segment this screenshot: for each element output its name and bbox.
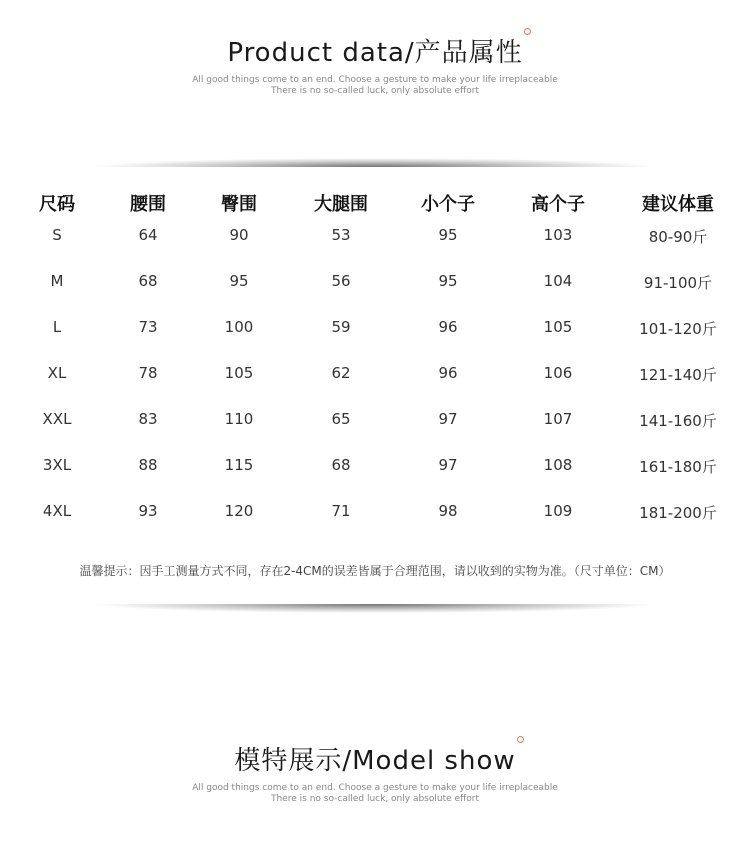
cell-waist: 73	[138, 318, 158, 336]
cell-tall: 105	[543, 318, 573, 336]
cell-petite: 96	[438, 318, 458, 336]
cell-hip: 110	[224, 410, 254, 428]
table-body	[0, 226, 750, 548]
cell-waist: 88	[138, 456, 158, 474]
cell-waist: 93	[138, 502, 158, 520]
divider-shadow-top	[0, 155, 750, 167]
header-hip: 臀围	[221, 194, 257, 215]
header-petite: 小个子	[421, 194, 475, 215]
cell-hip: 95	[229, 272, 249, 290]
cell-hip: 115	[224, 456, 254, 474]
cell-petite: 96	[438, 364, 458, 382]
cell-size: 4XL	[42, 502, 72, 520]
table-row	[0, 226, 750, 272]
cell-thigh: 71	[331, 502, 351, 520]
header-thigh: 大腿围	[314, 194, 368, 215]
table-header-row	[0, 180, 750, 226]
cell-weight: 101-120斤	[639, 320, 717, 338]
cell-size: XL	[47, 364, 67, 382]
cell-petite: 95	[438, 226, 458, 244]
cell-thigh: 65	[331, 410, 351, 428]
table-row	[0, 410, 750, 456]
cell-tall: 108	[543, 456, 573, 474]
cell-thigh: 62	[331, 364, 351, 382]
cell-hip: 120	[224, 502, 254, 520]
table-row	[0, 364, 750, 410]
cell-thigh: 53	[331, 226, 351, 244]
cell-tall: 107	[543, 410, 573, 428]
header-waist: 腰围	[130, 194, 166, 215]
cell-hip: 90	[229, 226, 249, 244]
section-title	[234, 740, 515, 777]
header-weight: 建议体重	[642, 194, 714, 215]
cell-waist: 83	[138, 410, 158, 428]
cell-waist: 64	[138, 226, 158, 244]
cell-tall: 106	[543, 364, 573, 382]
cell-thigh: 59	[331, 318, 351, 336]
cell-petite: 97	[438, 410, 458, 428]
cell-weight: 141-160斤	[639, 412, 717, 430]
cell-tall: 104	[543, 272, 573, 290]
subtitle-line-1: All good things come to an end. Choose a gesture to make your life irreplaceable	[192, 783, 558, 793]
cell-petite: 95	[438, 272, 458, 290]
cell-petite: 97	[438, 456, 458, 474]
model-show-header	[0, 740, 750, 805]
product-data-header	[0, 32, 750, 97]
subtitle-line-2: There is no so-called luck, only absolute effort	[271, 86, 479, 96]
size-table	[0, 180, 750, 548]
section-title-text: Product data/产品属性	[227, 38, 523, 68]
cell-size: XXL	[42, 410, 72, 428]
section-subtitle	[0, 783, 750, 805]
cell-hip: 100	[224, 318, 254, 336]
cell-size: 3XL	[42, 456, 72, 474]
section-title-text: 模特展示/Model show	[234, 746, 516, 776]
divider-shadow-bottom	[0, 604, 750, 616]
table-row	[0, 502, 750, 548]
cell-hip: 105	[224, 364, 254, 382]
section-title	[227, 32, 522, 69]
header-tall: 高个子	[531, 194, 585, 215]
table-row	[0, 456, 750, 502]
cell-weight: 91-100斤	[643, 274, 713, 292]
table-row	[0, 318, 750, 364]
header-size: 尺码	[39, 194, 75, 215]
decorative-dot-icon	[517, 736, 524, 743]
cell-weight: 121-140斤	[639, 366, 717, 384]
cell-size: S	[52, 226, 62, 244]
decorative-dot-icon	[524, 28, 531, 35]
cell-thigh: 68	[331, 456, 351, 474]
cell-waist: 78	[138, 364, 158, 382]
table-row	[0, 272, 750, 318]
measurement-note: 温馨提示：因手工测量方式不同，存在2-4CM的误差皆属于合理范围，请以收到的实物为准。（尺寸单位：CM）	[79, 564, 671, 578]
cell-tall: 109	[543, 502, 573, 520]
subtitle-line-2: There is no so-called luck, only absolute effort	[271, 794, 479, 804]
cell-weight: 181-200斤	[639, 504, 717, 522]
cell-tall: 103	[543, 226, 573, 244]
section-subtitle	[0, 75, 750, 97]
cell-waist: 68	[138, 272, 158, 290]
cell-weight: 80-90斤	[648, 228, 708, 246]
cell-size: L	[52, 318, 62, 336]
cell-thigh: 56	[331, 272, 351, 290]
cell-petite: 98	[438, 502, 458, 520]
cell-size: M	[50, 272, 64, 290]
subtitle-line-1: All good things come to an end. Choose a gesture to make your life irreplaceable	[192, 75, 558, 85]
cell-weight: 161-180斤	[639, 458, 717, 476]
